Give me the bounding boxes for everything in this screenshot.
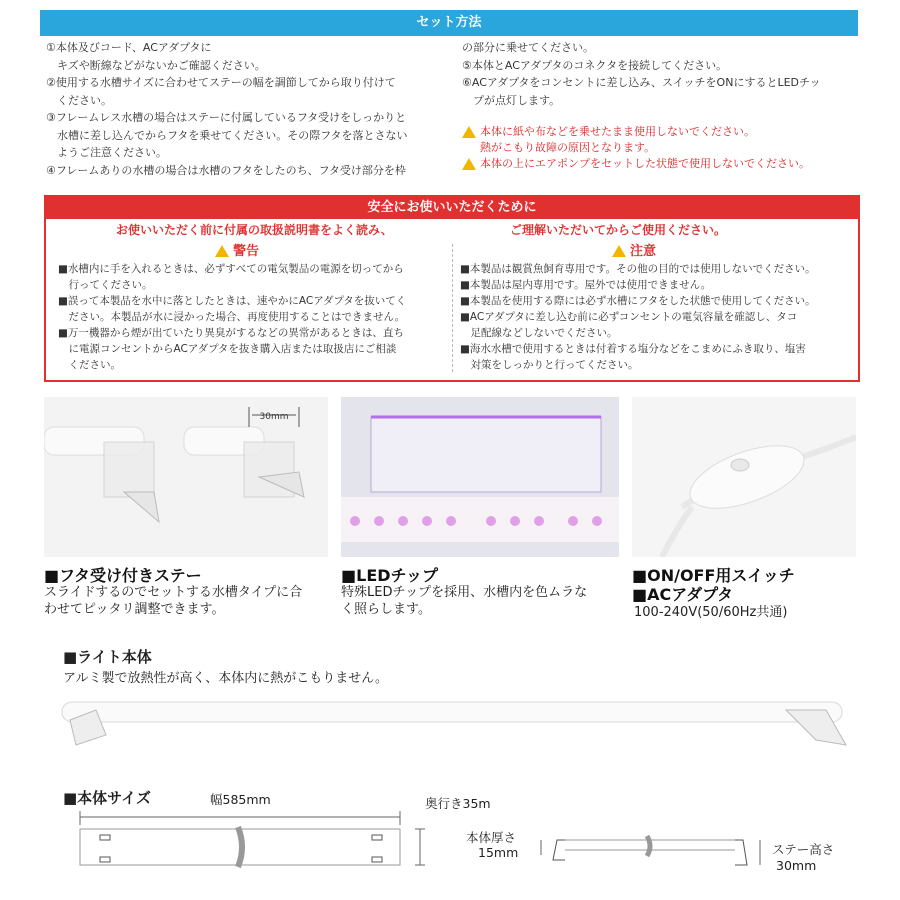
led-description bbox=[341, 584, 626, 618]
setup-item: ②使用する水槽サイズに合わせてステーの幅を調節してから取り付けて bbox=[46, 76, 396, 89]
warning-line bbox=[462, 140, 854, 156]
width-label: 幅585mm bbox=[210, 792, 271, 807]
caution-item: ■本製品を使用する際には必ず水槽にフタをした状態で使用してください。 bbox=[460, 295, 816, 307]
switch-title: ■ON/OFF用スイッチ bbox=[632, 566, 795, 585]
warning-item: ださい。本製品が水に浸かった場合、再度使用することはできません。 bbox=[58, 311, 406, 323]
safety-subtitle-left: お使いいただく前に付属の取扱説明書をよく読み、 bbox=[116, 223, 393, 237]
warning-icon bbox=[462, 126, 476, 138]
warning-item: ください。 bbox=[58, 359, 121, 371]
led-photo bbox=[341, 397, 619, 557]
safety-subtitle-right: ご理解いただいてからご使用ください。 bbox=[510, 223, 727, 237]
switch-illustration bbox=[632, 397, 856, 557]
warning-item: ■万一機器から煙が出ていたり異臭がするなどの異常があるときは、直ち bbox=[58, 327, 404, 339]
warning-title-text: 警告 bbox=[233, 244, 260, 259]
warning-item: ■水槽内に手を入れるときは、必ずすべての電気製品の電源を切ってから bbox=[58, 263, 404, 275]
setup-item: ⑤本体とACアダプタのコネクタを接続してください。 bbox=[462, 58, 728, 72]
setup-header: セット方法 bbox=[40, 10, 858, 36]
size-title: ■本体サイズ bbox=[63, 789, 151, 807]
caution-item: ■本製品は屋内専用です。屋外では使用できません。 bbox=[460, 279, 712, 291]
stay-photo bbox=[44, 397, 328, 557]
thickness-label: 本体厚さ bbox=[466, 830, 517, 845]
light-body-illustration bbox=[56, 690, 856, 760]
caution-title bbox=[612, 240, 656, 259]
stay-desc-line: スライドするのでセットする水槽タイプに合 bbox=[44, 585, 303, 600]
stay-title: ■フタ受け付きステー bbox=[44, 566, 202, 585]
led-illustration bbox=[341, 397, 619, 557]
setup-item: ください。 bbox=[46, 93, 112, 107]
caution-item: ■海水水槽で使用するときは付着する塩分などをこまめにふき取り、塩害 bbox=[460, 343, 806, 355]
safety-divider bbox=[452, 244, 453, 372]
caution-item: 対策をしっかりと行ってください。 bbox=[460, 359, 639, 371]
stay-illustration bbox=[44, 397, 328, 557]
warning-item: 行ってください。 bbox=[58, 279, 153, 291]
warning-title bbox=[215, 240, 259, 259]
safety-header: 安全にお使いいただくために bbox=[46, 197, 858, 219]
setup-item: ④フレームありの水槽の場合は水槽のフタをしたのち、フタ受け部分を枠 bbox=[46, 163, 406, 177]
warning-item: ■誤って本製品を水中に落としたときは、速やかにACアダプタを抜いてく bbox=[58, 295, 407, 307]
setup-left-list bbox=[46, 40, 456, 180]
caution-item: ■本製品は観賞魚飼育専用です。その他の目的では使用しないでください。 bbox=[460, 263, 816, 275]
depth-label: 奥行き35m bbox=[425, 796, 491, 811]
setup-item: ようご注意ください。 bbox=[46, 146, 167, 159]
setup-item: キズや断線などがないかご確認ください。 bbox=[46, 58, 266, 72]
warning-icon bbox=[462, 158, 476, 170]
stay-height-value: 30mm bbox=[776, 858, 817, 873]
body-title: ■ライト本体 bbox=[63, 648, 152, 666]
adapter-title: ■ACアダプタ bbox=[632, 585, 734, 604]
warning-item: に電源コンセントからACアダプタを抜き購入店または取扱店にご相談 bbox=[58, 343, 397, 355]
setup-item: プが点灯します。 bbox=[462, 93, 561, 107]
size-top-diagram bbox=[60, 805, 450, 880]
warning-icon bbox=[215, 245, 229, 257]
stay-description bbox=[44, 584, 334, 618]
setup-warnings bbox=[462, 124, 854, 172]
caution-icon bbox=[612, 245, 626, 257]
led-desc-line: 特殊LEDチップを採用、水槽内を色ムラな bbox=[341, 585, 588, 600]
led-desc-line: く照らします。 bbox=[341, 602, 431, 617]
thickness-value: 15mm bbox=[478, 845, 519, 860]
warning-line bbox=[462, 156, 854, 172]
stay-dimension: 30mm bbox=[259, 412, 289, 422]
setup-item: の部分に乗せてください。 bbox=[462, 41, 594, 54]
caution-item: ■ACアダプタに差し込む前に必ずコンセントの電気容量を確認し、タコ bbox=[460, 311, 798, 323]
setup-item: 水槽に差し込んでからフタを乗せてください。その際フタを落とさない bbox=[46, 128, 408, 142]
warning-text: 本体に紙や布などを乗せたまま使用しないでください。 bbox=[480, 125, 755, 138]
setup-item: ③フレームレス水槽の場合はステーに付属しているフタ受けをしっかりと bbox=[46, 111, 407, 124]
size-side-diagram bbox=[535, 820, 775, 880]
adapter-voltage: 100-240V(50/60Hz共通) bbox=[634, 605, 788, 620]
body-description: アルミ製で放熱性が高く、本体内に熱がこもりません。 bbox=[63, 671, 389, 686]
stay-height-label: ステー高さ bbox=[772, 842, 835, 857]
stay-desc-line: わせてピッタリ調整できます。 bbox=[44, 602, 225, 617]
setup-right-list bbox=[462, 40, 854, 110]
switch-photo bbox=[632, 397, 856, 557]
warning-text: 本体の上にエアポンプをセットした状態で使用しないでください。 bbox=[480, 157, 810, 170]
setup-item: ⑥ACアダプタをコンセントに差し込み、スイッチをONにするとLEDチッ bbox=[462, 76, 821, 89]
warning-list bbox=[58, 262, 448, 374]
caution-title-text: 注意 bbox=[630, 244, 657, 259]
warning-line bbox=[462, 124, 854, 140]
caution-item: 足配線などしないでください。 bbox=[460, 327, 618, 339]
caution-list bbox=[460, 262, 852, 374]
led-title: ■LEDチップ bbox=[341, 566, 439, 585]
warning-text: 熱がこもり故障の原因となります。 bbox=[480, 141, 656, 154]
setup-item: ①本体及びコード、ACアダプタに bbox=[46, 41, 212, 54]
